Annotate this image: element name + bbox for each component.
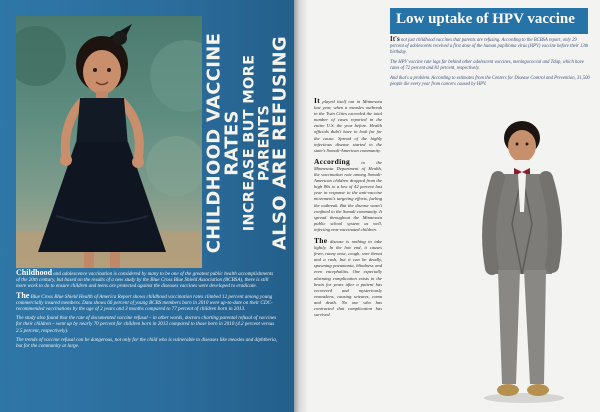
intro-paragraph-3: And that's a problem. According to estimates from the Centers for Disease Control and Prevention, 31,500 people die every year from cancers caused by HPV. (390, 76, 590, 87)
middle-column (314, 98, 382, 323)
headline (203, 18, 291, 268)
paragraph-text: to the Minnesota Department of Health, the vaccination rate among Somali-American children dropped from the high 80s to a low of 42 percent last year in response to the anti-vaccine movement's targeting efforts, fueling the outbreak. But the disease wasn't confined to the Somali community. It spread throughout the Minnesota public school system as well, infecting non-vaccinated children. (314, 159, 382, 232)
boy-illustration (446, 104, 596, 404)
drop-word: It's (390, 35, 400, 43)
paragraph-text: not just childhood vaccines that parents are refusing. According to the BCBSA report, only 29 percent of adolescents received a first dose of the human papilloma virus (HPV) vaccine before their 13th birthday. (390, 38, 589, 55)
middle-paragraph-2 (314, 156, 382, 233)
drop-word: The (16, 290, 30, 300)
drop-word: The (314, 235, 328, 245)
page-gutter (294, 0, 308, 412)
left-page (0, 0, 294, 412)
girl-illustration (16, 16, 202, 268)
headline-line-2: INCREASE BUT MORE PARENTS (241, 54, 273, 232)
girl-photo (16, 16, 202, 268)
left-paragraph-1 (16, 270, 278, 290)
paragraph-text: disease is nothing to take lightly. In the low end, it causes fever, runny nose, cough, sore throat and a rash, but it can be deadly, spawning pneumonia, blindness and even encephalitis. One especially alarming complication exists in the brain for years after a patient has recovered and mysteriously reawakens, causing seizures, coma and death. No one who has contracted that complication has survived. (314, 238, 382, 318)
headline-line-3: ALSO ARE REFUSING (269, 36, 291, 250)
drop-word: According (314, 156, 351, 166)
section-header (390, 8, 588, 34)
paragraph-text: and adolescence vaccination is considered by many to be one of the greatest public health accomplishments of the 20th century, but based on the results of a new study by the Blue Cross Blue Shield Association (BCBSA), there is still more work to do to ensure children and teens are protected against the diseases vaccines were developed to eradicate. (16, 271, 274, 290)
left-paragraph-4: The trends of vaccine refusal can be dangerous, not only for the child who is vulnerable to diseases like measles and diphtheria, but for the community at large. (16, 336, 278, 350)
right-intro (390, 36, 590, 92)
paragraph-text: Blue Cross Blue Shield Health of America Report shows childhood vaccination rates climbed 12 percent among young commercially insured members. Data shows 66 percent of young BCBS members born in 2010 were up-to-date on their CDC-recommended vaccinations by the age of 2 years and 3 months compared to 77 percent of children born in 2013. (16, 293, 273, 313)
left-paragraph-3: The study also found that the rate of documented vaccine refusal – in other words, doctors charting parental refusal of vaccines for their children – went up by nearly 70 percent for children born in 2013 compared to those born in 2010 (4.2 percent versus 2.5 percent, respectively). (16, 315, 277, 334)
section-title: Low uptake of HPV vaccine (396, 11, 575, 27)
drop-word: It (314, 96, 321, 105)
headline-line-1: CHILDHOOD VACCINE RATES (203, 32, 244, 254)
drop-word: Childhood (16, 268, 53, 277)
left-paragraph-2 (16, 290, 278, 313)
intro-paragraph-2: The HPV vaccine rate lags far behind other adolescent vaccines, meningococcal and Tdap, which have rates of 72 percent and 81 percent, respectively. (390, 60, 584, 71)
left-article-body (16, 270, 278, 352)
middle-paragraph-3 (314, 235, 382, 318)
boy-photo (446, 104, 596, 404)
intro-paragraph-1 (390, 36, 590, 56)
middle-paragraph-1 (314, 98, 382, 154)
paragraph-text: played itself out in Minnesota last year, when a measles outbreak in the Twin Cities exceeded the total number of cases reported in the entire U.S. the year before. Health officials didn't have to look far for the cause. Spread of the highly infectious disease started in the state's Somali-American community. (314, 99, 382, 153)
